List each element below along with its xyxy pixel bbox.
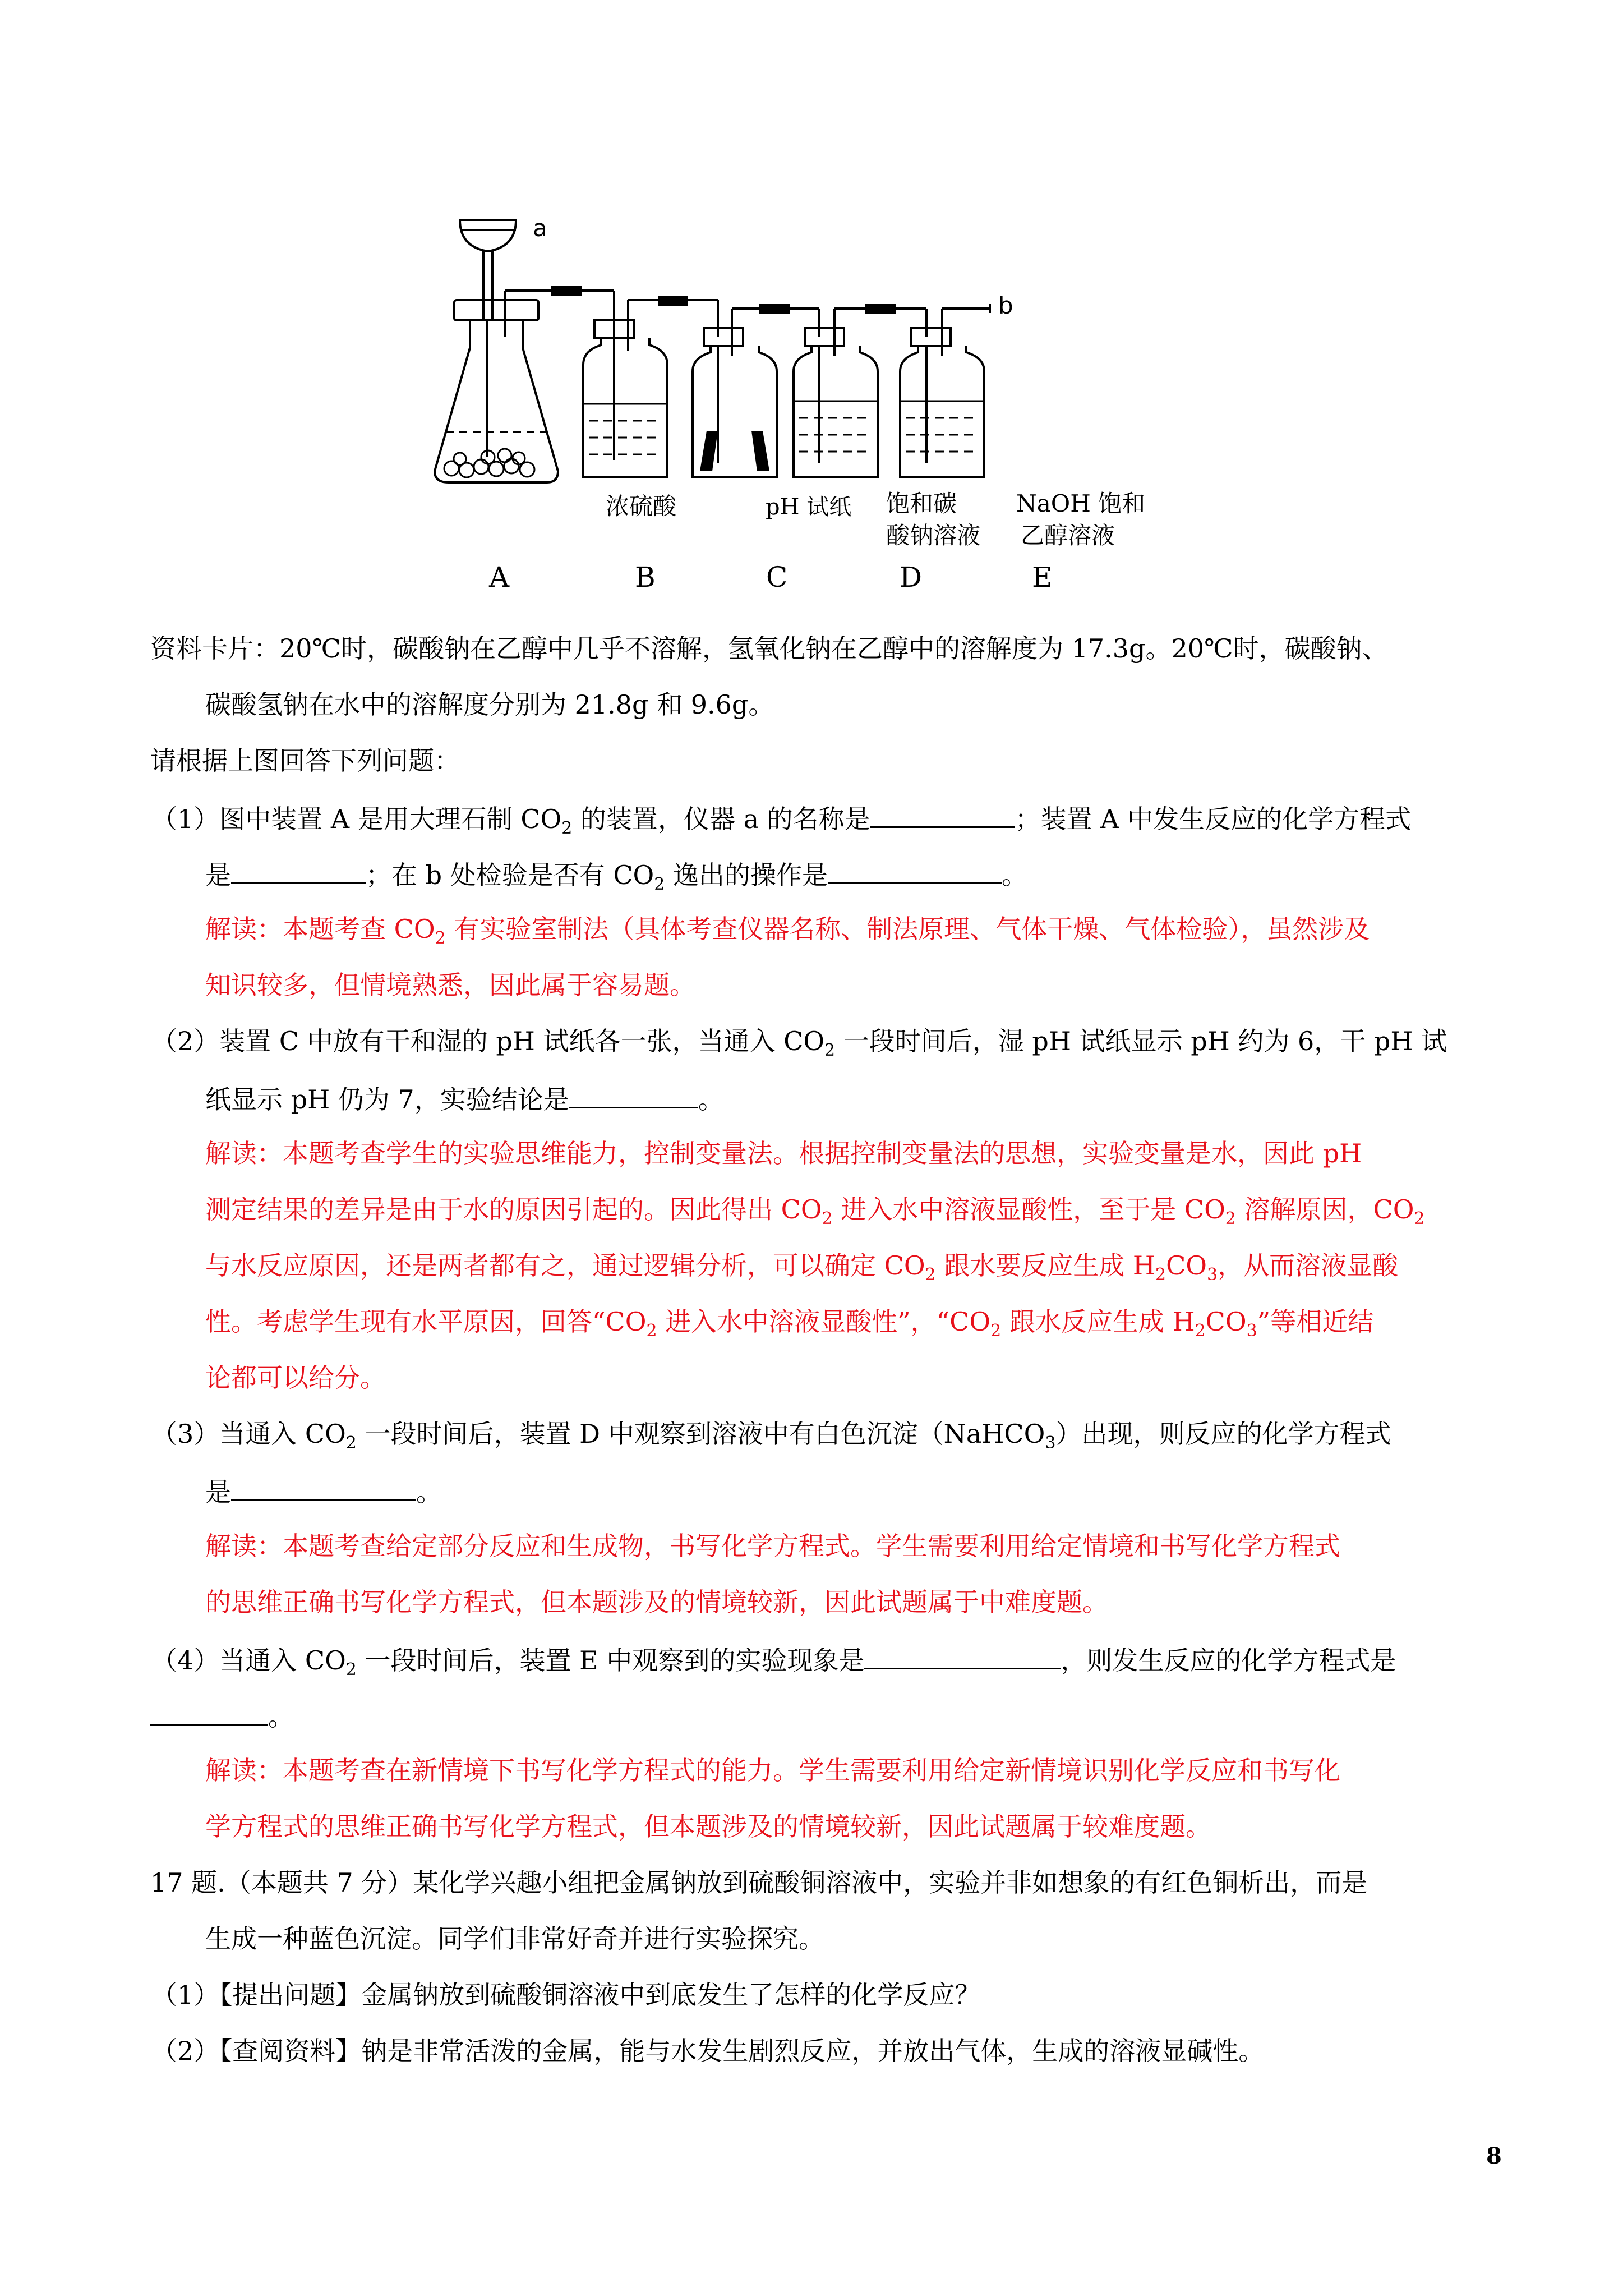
reagent-c-label: pH 试纸 — [766, 494, 852, 520]
q1-line-2: 是 ；在 b 处检验是否有 $CO_2$ 逸出的操作是 。 — [205, 860, 1027, 894]
reagent-d-label-2: 酸钠溶液 — [886, 522, 981, 549]
q1-analysis-line-1: 解读：本题考查 $CO_2$ 有实验室制法（具体考查仪器名称、制法原理、气体干燥、气体检验），虽然涉及 — [205, 914, 1370, 948]
q3-line-1: （3）当通入 $CO_2$ 一段时间后，装置 D 中观察到溶液中有白色沉淀（NaHCO$_3$）出现，则反应的化学方程式 — [151, 1419, 1391, 1453]
reagent-b-label: 浓硫酸 — [606, 493, 677, 520]
q1-blank-equation[interactable] — [231, 860, 366, 884]
device-letter-c: C — [766, 561, 788, 593]
q4-blank-equation[interactable] — [150, 1701, 268, 1726]
q4-line-2: 。 — [150, 1701, 294, 1729]
bottle-b — [583, 320, 667, 477]
q1-analysis-line-2: 知识较多，但情境熟悉，因此属于容易题。 — [205, 970, 695, 1000]
label-a: a — [533, 214, 547, 242]
q4-blank-phenomenon[interactable] — [864, 1645, 1061, 1669]
q4-analysis-line-2: 学方程式的思维正确书写化学方程式，但本题涉及的情境较新，因此试题属于较难度题。 — [205, 1811, 1211, 1842]
ph-paper-strips — [700, 431, 769, 471]
q2-analysis-line-1: 解读：本题考查学生的实验思维能力，控制变量法。根据控制变量法的思想，实验变量是水，因此 pH — [205, 1138, 1362, 1168]
q17-part-2: （2）【查阅资料】钠是非常活泼的金属，能与水发生剧烈反应，并放出气体，生成的溶液显碱性。 — [151, 2036, 1265, 2066]
device-letter-b: B — [635, 561, 656, 593]
reagent-e-label-1: NaOH 饱和 — [1016, 490, 1146, 517]
q2-analysis-line-5: 论都可以给分。 — [205, 1363, 386, 1393]
card-line-1: 资料卡片：20℃时，碳酸钠在乙醇中几乎不溶解，氢氧化钠在乙醇中的溶解度为 17.3g。20℃时，碳酸钠、 — [150, 633, 1388, 664]
card-line-2: 碳酸氢钠在水中的溶解度分别为 21.8g 和 9.6g。 — [205, 689, 774, 720]
conical-flask — [435, 300, 558, 482]
bottle-c — [693, 328, 777, 477]
q17-line-2: 生成一种蓝色沉淀。同学们非常好奇并进行实验探究。 — [205, 1924, 824, 1954]
q2-analysis-line-3: 与水反应原因，还是两者都有之，通过逻辑分析，可以确定 $CO_2$ 跟水要反应生成 $H_2CO_3$，从而溶液显酸 — [205, 1250, 1399, 1285]
apparatus-figure — [426, 208, 1155, 549]
q2-analysis-line-4: 性。考虑学生现有水平原因，回答“$CO_2$ 进入水中溶液显酸性”，“$CO_2$ 跟水反应生成 $H_2CO_3$”等相近结 — [205, 1306, 1374, 1341]
tube-a-b — [505, 287, 614, 337]
q17-part-1: （1）【提出问题】金属钠放到硫酸铜溶液中到底发生了怎样的化学反应？ — [151, 1980, 981, 2010]
q2-line-1: （2）装置 C 中放有干和湿的 pH 试纸各一张，当通入 $CO_2$ 一段时间后，湿 pH 试纸显示 pH 约为 6，干 pH 试 — [151, 1026, 1447, 1060]
q3-blank-equation[interactable] — [231, 1477, 416, 1501]
prompt-text: 请根据上图回答下列问题： — [150, 746, 460, 776]
device-letter-a: A — [489, 561, 510, 593]
q3-analysis-line-1: 解读：本题考查给定部分反应和生成物，书写化学方程式。学生需要利用给定情境和书写化学方程式 — [205, 1531, 1340, 1561]
bottle-d — [794, 328, 878, 477]
separatory-funnel — [460, 220, 516, 320]
q1-line-1: （1）图中装置 A 是用大理石制 $CO_2$ 的装置，仪器 a 的名称是 ；装置 A 中发生反应的化学方程式 — [151, 804, 1412, 838]
label-b: b — [998, 292, 1013, 319]
q2-blank-conclusion[interactable] — [569, 1084, 698, 1108]
q1-blank-test-operation[interactable] — [828, 860, 1002, 884]
apparatus-diagram — [426, 208, 1155, 499]
bottle-e — [900, 328, 984, 477]
q3-analysis-line-2: 的思维正确书写化学方程式，但本题涉及的情境较新，因此试题属于中难度题。 — [205, 1587, 1108, 1617]
q17-line-1: 17 题.（本题共 7 分）某化学兴趣小组把金属钠放到硫酸铜溶液中，实验并非如想象的有红色铜析出，而是 — [150, 1867, 1368, 1898]
marble-chips — [444, 449, 534, 477]
device-letter-e: E — [1032, 561, 1053, 593]
tube-d-e — [834, 305, 926, 337]
q2-analysis-line-2: 测定结果的差异是由于水的原因引起的。因此得出 $CO_2$ 进入水中溶液显酸性，至于是 $CO_2$ 溶解原因，$CO_2$ — [205, 1194, 1425, 1228]
q4-analysis-line-1: 解读：本题考查在新情境下书写化学方程式的能力。学生需要利用给定新情境识别化学反应和书写化 — [205, 1755, 1340, 1786]
outlet-tube-b — [942, 304, 990, 328]
reagent-d-label-1: 饱和碳 — [886, 490, 957, 517]
device-letter-d: D — [900, 561, 923, 593]
q4-line-1: （4）当通入 $CO_2$ 一段时间后，装置 E 中观察到的实验现象是 ，则发生反应的化学方程式是 — [151, 1645, 1396, 1680]
q3-line-2: 是 。 — [205, 1477, 442, 1507]
page-number: 8 — [1486, 2143, 1502, 2169]
reagent-e-label-2: 乙醇溶液 — [1021, 522, 1115, 549]
q1-blank-instrument-name[interactable] — [870, 804, 1015, 828]
q2-line-2: 纸显示 pH 仍为 7，实验结论是 。 — [205, 1084, 724, 1115]
